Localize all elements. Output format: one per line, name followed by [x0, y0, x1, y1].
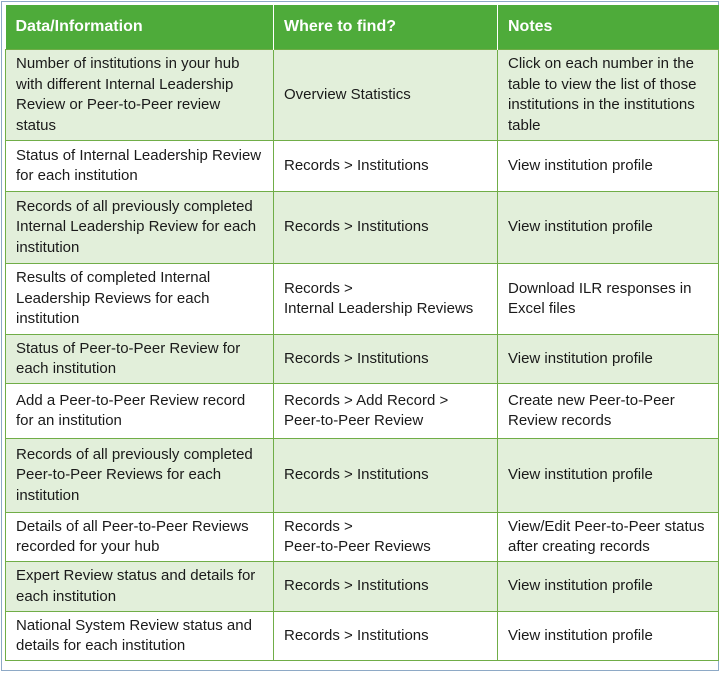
data-cell: Records of all previously completed Peer-to-Peer Reviews for each institution	[6, 439, 274, 513]
table-row	[6, 264, 719, 335]
where-cell: Records > Peer-to-Peer Reviews	[274, 513, 498, 562]
data-cell: Expert Review status and details for each institution	[6, 562, 274, 612]
where-cell: Records > Internal Leadership Reviews	[274, 264, 498, 335]
where-cell: Records > Add Record > Peer-to-Peer Review	[274, 384, 498, 439]
data-cell: Status of Internal Leadership Review for each institution	[6, 141, 274, 192]
notes-cell: View/Edit Peer-to-Peer status after creating records	[498, 513, 719, 562]
where-cell: Records > Institutions	[274, 562, 498, 612]
table-row	[6, 141, 719, 192]
where-cell: Records > Institutions	[274, 192, 498, 264]
notes-cell: View institution profile	[498, 612, 719, 661]
header-where-to-find: Where to find?	[274, 5, 498, 50]
data-cell: Records of all previously completed Internal Leadership Review for each institution	[6, 192, 274, 264]
where-cell: Records > Institutions	[274, 439, 498, 513]
notes-cell: View institution profile	[498, 192, 719, 264]
where-cell: Records > Institutions	[274, 612, 498, 661]
table-row	[6, 50, 719, 141]
notes-cell: View institution profile	[498, 335, 719, 384]
header-data-information: Data/Information	[6, 5, 274, 50]
data-cell: Number of institutions in your hub with different Internal Leadership Review or Peer-to-Peer review status	[6, 50, 274, 141]
data-cell: Add a Peer-to-Peer Review record for an institution	[6, 384, 274, 439]
where-cell: Records > Institutions	[274, 141, 498, 192]
where-cell: Records > Institutions	[274, 335, 498, 384]
notes-cell: View institution profile	[498, 562, 719, 612]
data-cell: National System Review status and details for each institution	[6, 612, 274, 661]
notes-cell: Click on each number in the table to view the list of those institutions in the institutions table	[498, 50, 719, 141]
header-row	[6, 5, 719, 50]
data-cell: Details of all Peer-to-Peer Reviews recorded for your hub	[6, 513, 274, 562]
table-row	[6, 562, 719, 612]
table-row	[6, 192, 719, 264]
table-row	[6, 439, 719, 513]
notes-cell: Download ILR responses in Excel files	[498, 264, 719, 335]
notes-cell: View institution profile	[498, 439, 719, 513]
where-cell: Overview Statistics	[274, 50, 498, 141]
table-row	[6, 384, 719, 439]
notes-cell: View institution profile	[498, 141, 719, 192]
notes-cell: Create new Peer-to-Peer Review records	[498, 384, 719, 439]
header-notes: Notes	[498, 5, 719, 50]
data-cell: Status of Peer-to-Peer Review for each institution	[6, 335, 274, 384]
data-information-table	[5, 5, 719, 661]
table-row	[6, 335, 719, 384]
table-row	[6, 513, 719, 562]
table-row	[6, 612, 719, 661]
data-cell: Results of completed Internal Leadership Reviews for each institution	[6, 264, 274, 335]
